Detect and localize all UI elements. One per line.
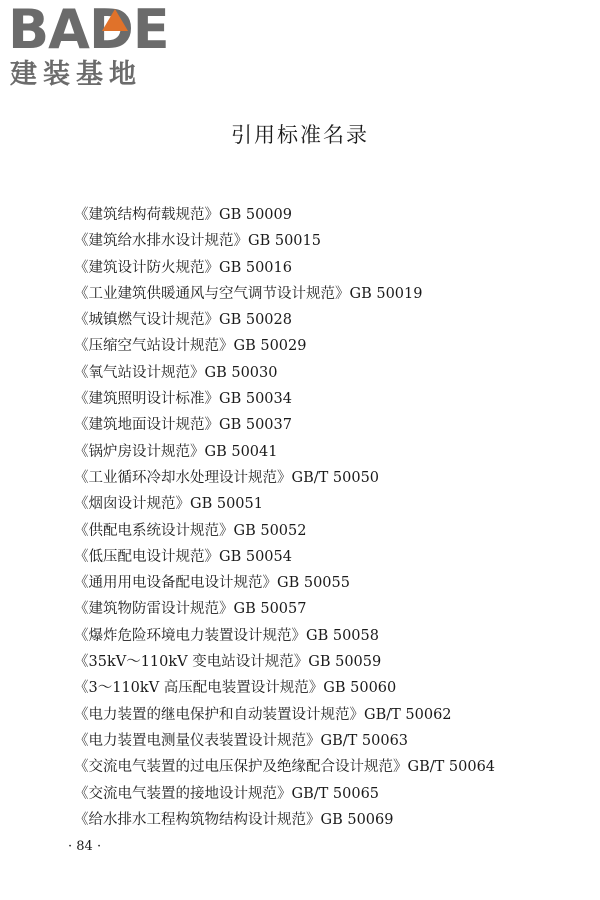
reference-item: 《氧气站设计规范》GB 50030 xyxy=(74,364,278,381)
reference-item: 《35kV～110kV 变电站设计规范》GB 50059 xyxy=(74,654,382,671)
logo-subtitle: 建装基地 xyxy=(10,59,142,90)
reference-item: 《工业循环冷却水处理设计规范》GB/T 50050 xyxy=(74,469,380,486)
reference-item: 《建筑照明设计标准》GB 50034 xyxy=(74,391,292,408)
reference-item: 《电力装置电测量仪表装置设计规范》GB/T 50063 xyxy=(74,732,409,749)
logo-accent-triangle xyxy=(102,9,128,31)
page-title: 引用标准名录 xyxy=(231,123,369,147)
reference-list xyxy=(74,202,495,833)
reference-item: 《建筑物防雷设计规范》GB 50057 xyxy=(74,601,307,618)
reference-item: 《城镇燃气设计规范》GB 50028 xyxy=(74,312,292,329)
reference-item: 《锅炉房设计规范》GB 50041 xyxy=(74,443,278,460)
reference-item: 《3～110kV 高压配电装置设计规范》GB 50060 xyxy=(74,680,397,697)
reference-item: 《电力装置的继电保护和自动装置设计规范》GB/T 50062 xyxy=(74,706,452,723)
reference-item: 《低压配电设计规范》GB 50054 xyxy=(74,548,292,565)
reference-item: 《建筑设计防火规范》GB 50016 xyxy=(74,259,292,276)
reference-item: 《供配电系统设计规范》GB 50052 xyxy=(74,522,307,539)
page-number: · 84 · xyxy=(68,839,102,854)
reference-item: 《建筑给水排水设计规范》GB 50015 xyxy=(74,233,321,250)
reference-item: 《交流电气装置的接地设计规范》GB/T 50065 xyxy=(74,785,380,802)
reference-item: 《工业建筑供暖通风与空气调节设计规范》GB 50019 xyxy=(74,285,423,302)
reference-item: 《建筑地面设计规范》GB 50037 xyxy=(74,417,292,434)
reference-item: 《建筑结构荷载规范》GB 50009 xyxy=(74,207,292,223)
bade-logo xyxy=(8,2,178,94)
reference-item: 《通用用电设备配电设计规范》GB 50055 xyxy=(74,575,350,592)
reference-item: 《给水排水工程构筑物结构设计规范》GB 50069 xyxy=(74,811,394,828)
reference-item: 《烟囱设计规范》GB 50051 xyxy=(74,496,263,513)
logo-wordmark: BADE xyxy=(8,0,169,61)
reference-item: 《交流电气装置的过电压保护及绝缘配合设计规范》GB/T 50064 xyxy=(74,759,496,776)
reference-item: 《压缩空气站设计规范》GB 50029 xyxy=(74,338,307,355)
reference-item: 《爆炸危险环境电力装置设计规范》GB 50058 xyxy=(74,627,379,644)
